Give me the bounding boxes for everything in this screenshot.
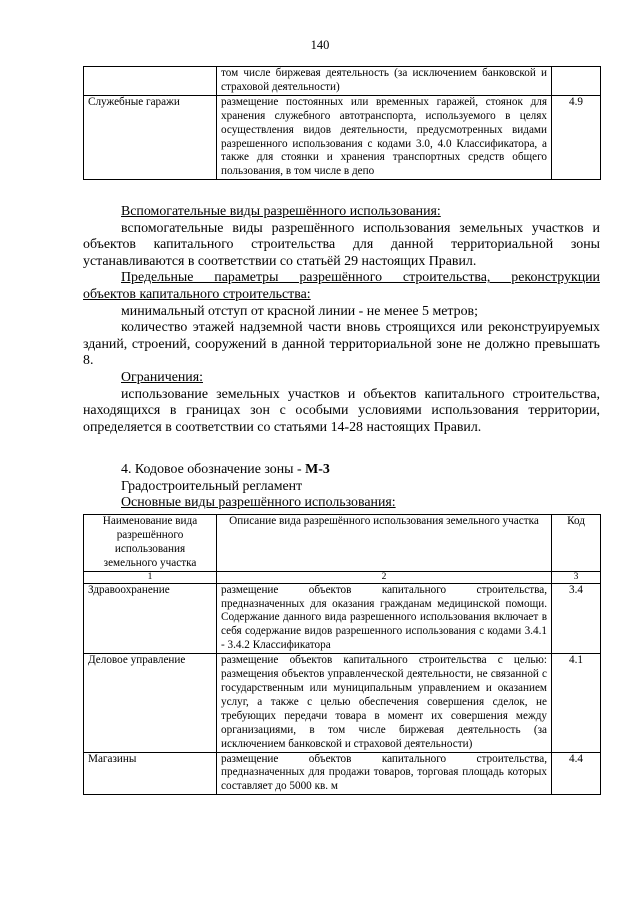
table-row [84,752,601,795]
limits-heading-line2: объектов капитального строительства: [83,286,311,302]
cell-code: 4.1 [552,654,601,752]
table-header-row [84,515,601,572]
regulation-title: Градостроительный регламент [121,478,303,494]
cell-code [552,67,601,96]
table-row [84,67,601,96]
body-text [83,204,600,436]
aux-text: вспомогательные виды разрешённого использования земельных участков и объектов капитального строительства для данной территориальной зоны устанавливаются в соответствии со статьёй 29 настоящих Правил. [83,220,600,269]
header-name: Наименование вида разрешённого использования земельного участка [84,515,217,572]
restrictions-heading: Ограничения: [121,369,203,385]
cell-description: размещение объектов капитального строительства, предназначенных для продажи товаров, торговая площадь которых составляет до 5000 кв. м [217,752,552,795]
limits-item-1: минимальный отступ от красной линии - не менее 5 метров; [121,303,478,319]
cell-description: размещение постоянных или временных гаражей, стоянок для хранения служебного автотранспорта, используемого в целях осуществления видов деятельности, предусмотренных видами разрешенного использования с кодами 3.0, 4.0 Классификатора, а также для стоянки и хранения транспортных средств общего пользования, в том числе в депо [217,95,552,179]
cell-name [84,67,217,96]
cell-description: размещение объектов капитального строительства с целью: размещения объектов управленческой деятельности, не связанной с государственным или муниципальным управлением и оказанием услуг, а также с целью обеспечения совершения сделок, не требующих передачи товара в момент их совершения между организациями, в том числе биржевая деятельность (за исключением банковской и страховой деятельности) [217,654,552,752]
table-continued [83,66,601,180]
column-number: 2 [217,571,552,583]
column-number: 1 [84,571,217,583]
header-description: Описание вида разрешённого использования земельного участка [217,515,552,572]
cell-name: Служебные гаражи [84,95,217,179]
zone-code: М-3 [305,462,330,477]
aux-heading: Вспомогательные виды разрешённого использования: [121,204,441,219]
table-main-uses [83,514,601,795]
cell-code: 4.9 [552,95,601,179]
main-heading: Основные виды разрешённого использования: [121,495,396,511]
zone-block [83,462,600,512]
restrictions-text: использование земельных участков и объектов капитального строительства, находящихся в границах зон с особыми условиями использования территории, определяется в соответствии со статьями 14-28 настоящих Правил. [83,386,600,435]
cell-name: Здравоохранение [84,583,217,654]
cell-code: 4.4 [552,752,601,795]
cell-name: Деловое управление [84,654,217,752]
table-number-row [84,571,601,583]
column-number: 3 [552,571,601,583]
limits-heading-line1: Предельные параметры разрешённого строительства, реконструкции [121,270,600,286]
cell-description: размещение объектов капитального строительства, предназначенных для оказания гражданам медицинской помощи. Содержание данного вида разрешенного использования включает в себя содержание видов разрешенного использования с кодами 3.4.1 - 3.4.2 Классификатора [217,583,552,654]
cell-description: том числе биржевая деятельность (за исключением банковской и страховой деятельности) [217,67,552,96]
table-row [84,654,601,752]
cell-code: 3.4 [552,583,601,654]
header-code: Код [552,515,601,572]
table-row [84,583,601,654]
cell-name: Магазины [84,752,217,795]
zone-title: 4. Кодовое обозначение зоны - М-3 [121,462,330,477]
page-number: 140 [310,38,330,52]
limits-item-2: количество этажей надземной части вновь строящихся или реконструируемых зданий, строений, сооружений в данной территориальной зоне не должно превышать 8. [83,320,600,369]
table-row [84,95,601,179]
